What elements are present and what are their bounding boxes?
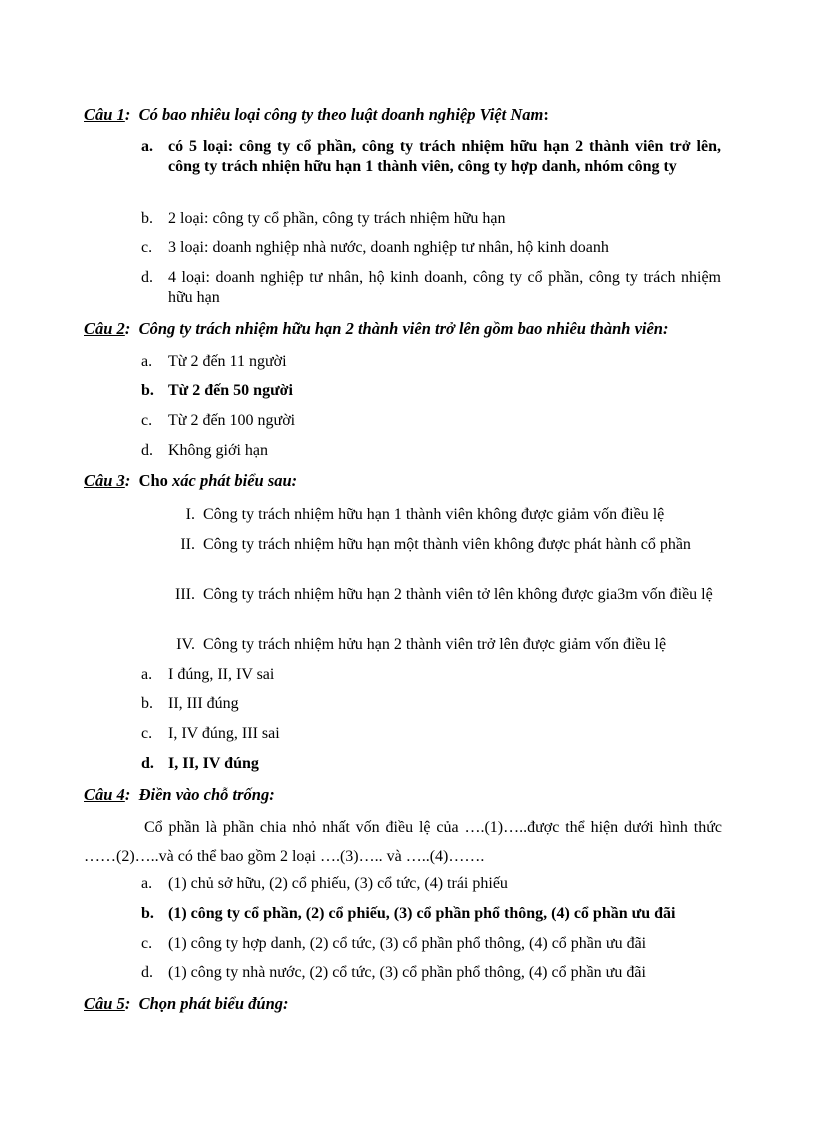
question-text: Có bao nhiêu loại công ty theo luật doanh nghiệp Việt Nam bbox=[138, 105, 544, 124]
question-3-heading: Câu 3: Cho xác phát biểu sau: bbox=[84, 471, 298, 490]
option-c: c. (1) công ty hợp danh, (2) cổ tức, (3) cổ phần phổ thông, (4) cổ phần ưu đãi bbox=[141, 935, 647, 952]
option-c: c. Từ 2 đến 100 người bbox=[141, 412, 296, 429]
statement-ii: II. Công ty trách nhiệm hữu hạn một thành viên không được phát hành cổ phần bbox=[180, 536, 691, 553]
option-a: a. Từ 2 đến 11 người bbox=[141, 353, 287, 370]
question-number: Câu 2 bbox=[84, 319, 125, 338]
option-b: b. (1) công ty cổ phần, (2) cổ phiếu, (3) cổ phần phổ thông, (4) cổ phần ưu đãi bbox=[141, 905, 676, 922]
question-number: Câu 3 bbox=[84, 471, 125, 490]
option-b: b. II, III đúng bbox=[141, 695, 239, 712]
question-4-passage: Cổ phần là phần chia nhỏ nhất vốn điều lệ của ….(1)…..được thể hiện dưới hình thức ……(2)…..và có thể bao gồm 2 loại ….(3)….. và …..(4)……. bbox=[84, 819, 722, 865]
option-a: a. I đúng, II, IV sai bbox=[141, 666, 275, 683]
question-text: Điền vào chỗ trống: bbox=[138, 785, 275, 804]
statement-iv: IV. Công ty trách nhiệm hửu hạn 2 thành viên trở lên được giảm vốn điều lệ bbox=[176, 636, 667, 653]
option-b: b. Từ 2 đến 50 người bbox=[141, 382, 293, 399]
option-d: d. Không giới hạn bbox=[141, 442, 269, 459]
option-d: d. 4 loại: doanh nghiệp tư nhân, hộ kinh doanh, công ty cổ phần, công ty trách nhiệm hữu hạn bbox=[141, 269, 721, 306]
question-text: Chọn phát biểu đúng: bbox=[138, 994, 289, 1013]
option-c: c. I, IV đúng, III sai bbox=[141, 725, 280, 742]
question-1-heading: Câu 1: Có bao nhiêu loại công ty theo luật doanh nghiệp Việt Nam: bbox=[84, 105, 549, 124]
option-b: b. 2 loại: công ty cổ phần, công ty trách nhiệm hữu hạn bbox=[141, 210, 506, 227]
question-5-heading: Câu 5: Chọn phát biểu đúng: bbox=[84, 994, 289, 1013]
statement-iii: III. Công ty trách nhiệm hữu hạn 2 thành viên tở lên không được gia3m vốn điều lệ bbox=[175, 586, 713, 603]
option-d: d. I, II, IV đúng bbox=[141, 755, 259, 772]
question-lead: Cho bbox=[138, 471, 168, 490]
question-number: Câu 4 bbox=[84, 785, 125, 804]
option-c: c. 3 loại: doanh nghiệp nhà nước, doanh nghiệp tư nhân, hộ kinh doanh bbox=[141, 239, 609, 256]
question-2-heading: Câu 2: Công ty trách nhiệm hữu hạn 2 thành viên trở lên gồm bao nhiêu thành viên: bbox=[84, 319, 669, 338]
statement-i: I. Công ty trách nhiệm hữu hạn 1 thành viên không được giảm vốn điều lệ bbox=[185, 506, 665, 523]
question-text: Công ty trách nhiệm hữu hạn 2 thành viên trở lên gồm bao nhiêu thành viên: bbox=[138, 319, 669, 338]
option-d: d. (1) công ty nhà nước, (2) cổ tức, (3) cổ phần phổ thông, (4) cổ phần ưu đãi bbox=[141, 964, 646, 981]
question-4-heading: Câu 4: Điền vào chỗ trống: bbox=[84, 785, 275, 804]
question-text: xác phát biểu sau: bbox=[172, 471, 298, 490]
option-a: a. (1) chủ sở hữu, (2) cổ phiếu, (3) cổ tức, (4) trái phiếu bbox=[141, 875, 508, 892]
option-a: a. có 5 loại: công ty cổ phần, công ty trách nhiệm hữu hạn 2 thành viên trở lên, công ty trách nhiện hữu hạn 1 thành viên, công ty hợp danh, nhóm công ty bbox=[141, 138, 721, 175]
question-number: Câu 1 bbox=[84, 105, 125, 124]
question-number: Câu 5 bbox=[84, 994, 125, 1013]
